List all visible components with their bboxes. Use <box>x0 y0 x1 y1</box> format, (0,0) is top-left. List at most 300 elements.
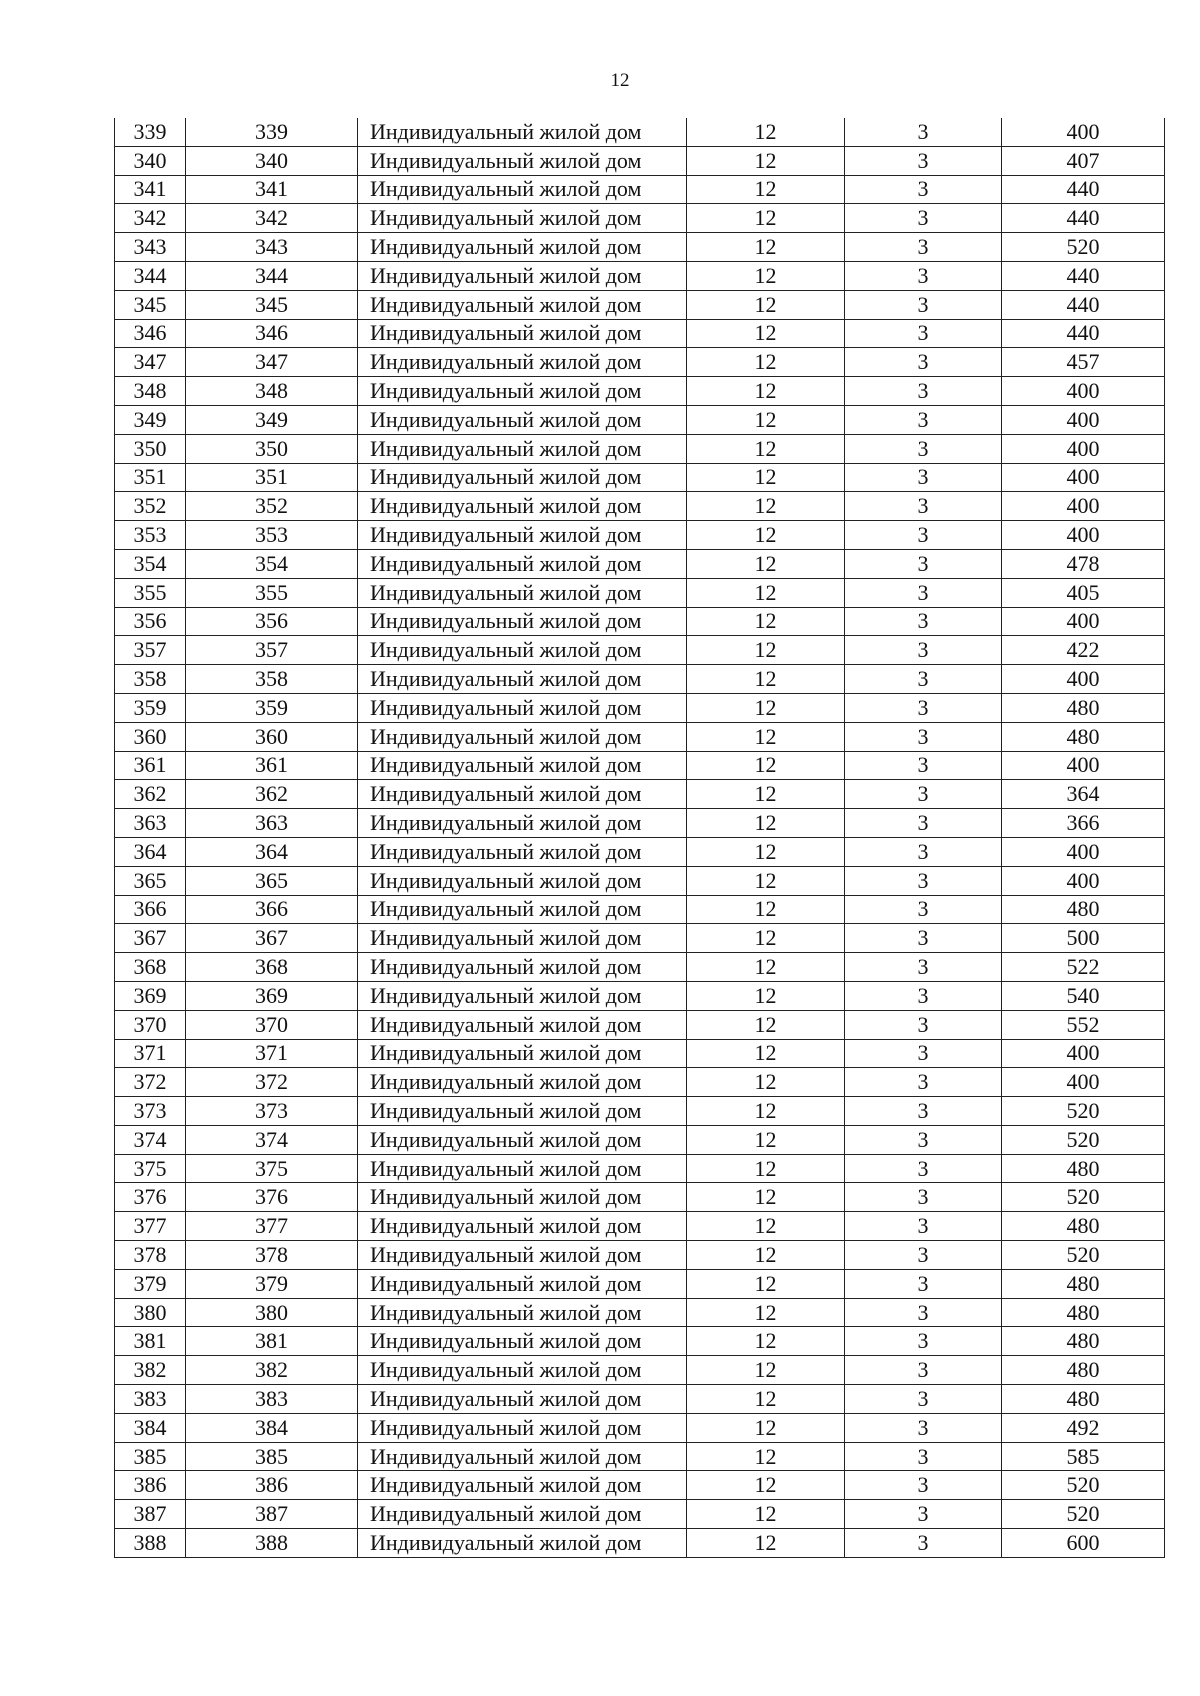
plot-number-cell: 375 <box>186 1154 358 1183</box>
row-number-cell: 349 <box>115 405 186 434</box>
value-b-cell: 3 <box>845 1212 1002 1241</box>
value-a-cell: 12 <box>687 1385 845 1414</box>
plot-number-cell: 359 <box>186 693 358 722</box>
area-cell: 400 <box>1002 463 1165 492</box>
table-row <box>115 1529 1165 1558</box>
row-number-cell: 378 <box>115 1241 186 1270</box>
value-b-cell: 3 <box>845 1125 1002 1154</box>
row-number-cell: 351 <box>115 463 186 492</box>
row-number-cell: 370 <box>115 1010 186 1039</box>
row-number-cell: 367 <box>115 924 186 953</box>
value-b-cell: 3 <box>845 1298 1002 1327</box>
area-cell: 400 <box>1002 377 1165 406</box>
area-cell: 478 <box>1002 549 1165 578</box>
row-number-cell: 359 <box>115 693 186 722</box>
plot-number-cell: 354 <box>186 549 358 578</box>
row-number-cell: 375 <box>115 1154 186 1183</box>
value-a-cell: 12 <box>687 722 845 751</box>
row-number-cell: 360 <box>115 722 186 751</box>
object-name-cell: Индивидуальный жилой дом <box>358 780 687 809</box>
value-b-cell: 3 <box>845 1356 1002 1385</box>
value-a-cell: 12 <box>687 233 845 262</box>
table-row <box>115 895 1165 924</box>
plot-number-cell: 347 <box>186 348 358 377</box>
row-number-cell: 341 <box>115 175 186 204</box>
row-number-cell: 384 <box>115 1413 186 1442</box>
value-a-cell: 12 <box>687 405 845 434</box>
value-a-cell: 12 <box>687 693 845 722</box>
area-cell: 480 <box>1002 693 1165 722</box>
area-cell: 480 <box>1002 895 1165 924</box>
row-number-cell: 344 <box>115 261 186 290</box>
plot-number-cell: 383 <box>186 1385 358 1414</box>
plot-number-cell: 345 <box>186 290 358 319</box>
table-row <box>115 578 1165 607</box>
plot-number-cell: 364 <box>186 837 358 866</box>
area-cell: 457 <box>1002 348 1165 377</box>
plot-number-cell: 348 <box>186 377 358 406</box>
area-cell: 480 <box>1002 722 1165 751</box>
plot-number-cell: 366 <box>186 895 358 924</box>
value-b-cell: 3 <box>845 866 1002 895</box>
value-b-cell: 3 <box>845 953 1002 982</box>
plot-number-cell: 363 <box>186 809 358 838</box>
table-row <box>115 204 1165 233</box>
object-name-cell: Индивидуальный жилой дом <box>358 665 687 694</box>
value-b-cell: 3 <box>845 175 1002 204</box>
plot-number-cell: 385 <box>186 1442 358 1471</box>
area-cell: 400 <box>1002 521 1165 550</box>
value-a-cell: 12 <box>687 434 845 463</box>
table-row <box>115 549 1165 578</box>
object-name-cell: Индивидуальный жилой дом <box>358 837 687 866</box>
value-b-cell: 3 <box>845 722 1002 751</box>
row-number-cell: 388 <box>115 1529 186 1558</box>
area-cell: 400 <box>1002 837 1165 866</box>
row-number-cell: 353 <box>115 521 186 550</box>
table-row <box>115 175 1165 204</box>
object-name-cell: Индивидуальный жилой дом <box>358 1183 687 1212</box>
plot-number-cell: 382 <box>186 1356 358 1385</box>
row-number-cell: 347 <box>115 348 186 377</box>
value-b-cell: 3 <box>845 1241 1002 1270</box>
value-a-cell: 12 <box>687 895 845 924</box>
plot-number-cell: 380 <box>186 1298 358 1327</box>
value-b-cell: 3 <box>845 780 1002 809</box>
object-name-cell: Индивидуальный жилой дом <box>358 1212 687 1241</box>
row-number-cell: 361 <box>115 751 186 780</box>
area-cell: 405 <box>1002 578 1165 607</box>
value-a-cell: 12 <box>687 118 845 146</box>
object-name-cell: Индивидуальный жилой дом <box>358 261 687 290</box>
table-row <box>115 866 1165 895</box>
table-row <box>115 1413 1165 1442</box>
value-a-cell: 12 <box>687 837 845 866</box>
data-table <box>114 118 1165 1558</box>
value-b-cell: 3 <box>845 665 1002 694</box>
table-row <box>115 722 1165 751</box>
plot-number-cell: 371 <box>186 1039 358 1068</box>
value-b-cell: 3 <box>845 118 1002 146</box>
value-a-cell: 12 <box>687 1097 845 1126</box>
object-name-cell: Индивидуальный жилой дом <box>358 1356 687 1385</box>
value-a-cell: 12 <box>687 290 845 319</box>
object-name-cell: Индивидуальный жилой дом <box>358 377 687 406</box>
value-b-cell: 3 <box>845 751 1002 780</box>
row-number-cell: 372 <box>115 1068 186 1097</box>
table-row <box>115 607 1165 636</box>
value-a-cell: 12 <box>687 1298 845 1327</box>
area-cell: 440 <box>1002 175 1165 204</box>
object-name-cell: Индивидуальный жилой дом <box>358 521 687 550</box>
value-b-cell: 3 <box>845 405 1002 434</box>
row-number-cell: 381 <box>115 1327 186 1356</box>
plot-number-cell: 352 <box>186 492 358 521</box>
object-name-cell: Индивидуальный жилой дом <box>358 1039 687 1068</box>
table-row <box>115 1068 1165 1097</box>
plot-number-cell: 377 <box>186 1212 358 1241</box>
value-b-cell: 3 <box>845 261 1002 290</box>
row-number-cell: 348 <box>115 377 186 406</box>
row-number-cell: 386 <box>115 1471 186 1500</box>
value-a-cell: 12 <box>687 175 845 204</box>
value-a-cell: 12 <box>687 953 845 982</box>
area-cell: 480 <box>1002 1154 1165 1183</box>
value-a-cell: 12 <box>687 578 845 607</box>
area-cell: 400 <box>1002 118 1165 146</box>
value-b-cell: 3 <box>845 319 1002 348</box>
plot-number-cell: 388 <box>186 1529 358 1558</box>
area-cell: 520 <box>1002 1241 1165 1270</box>
value-a-cell: 12 <box>687 1039 845 1068</box>
plot-number-cell: 365 <box>186 866 358 895</box>
plot-number-cell: 353 <box>186 521 358 550</box>
object-name-cell: Индивидуальный жилой дом <box>358 924 687 953</box>
page-number: 12 <box>610 70 630 91</box>
row-number-cell: 350 <box>115 434 186 463</box>
value-a-cell: 12 <box>687 1269 845 1298</box>
value-b-cell: 3 <box>845 521 1002 550</box>
object-name-cell: Индивидуальный жилой дом <box>358 204 687 233</box>
value-a-cell: 12 <box>687 607 845 636</box>
table-row <box>115 233 1165 262</box>
row-number-cell: 345 <box>115 290 186 319</box>
plot-number-cell: 367 <box>186 924 358 953</box>
object-name-cell: Индивидуальный жилой дом <box>358 693 687 722</box>
table-row <box>115 290 1165 319</box>
value-a-cell: 12 <box>687 377 845 406</box>
value-a-cell: 12 <box>687 1529 845 1558</box>
area-cell: 400 <box>1002 434 1165 463</box>
value-a-cell: 12 <box>687 1241 845 1270</box>
value-b-cell: 3 <box>845 809 1002 838</box>
value-b-cell: 3 <box>845 1413 1002 1442</box>
value-b-cell: 3 <box>845 146 1002 175</box>
object-name-cell: Индивидуальный жилой дом <box>358 751 687 780</box>
table-row <box>115 751 1165 780</box>
area-cell: 422 <box>1002 636 1165 665</box>
value-b-cell: 3 <box>845 1385 1002 1414</box>
object-name-cell: Индивидуальный жилой дом <box>358 549 687 578</box>
row-number-cell: 379 <box>115 1269 186 1298</box>
value-b-cell: 3 <box>845 1269 1002 1298</box>
area-cell: 500 <box>1002 924 1165 953</box>
object-name-cell: Индивидуальный жилой дом <box>358 1500 687 1529</box>
table-row <box>115 1154 1165 1183</box>
value-a-cell: 12 <box>687 549 845 578</box>
row-number-cell: 362 <box>115 780 186 809</box>
value-a-cell: 12 <box>687 981 845 1010</box>
value-b-cell: 3 <box>845 924 1002 953</box>
area-cell: 400 <box>1002 607 1165 636</box>
area-cell: 400 <box>1002 1039 1165 1068</box>
plot-number-cell: 360 <box>186 722 358 751</box>
area-cell: 480 <box>1002 1327 1165 1356</box>
row-number-cell: 363 <box>115 809 186 838</box>
value-b-cell: 3 <box>845 693 1002 722</box>
row-number-cell: 357 <box>115 636 186 665</box>
value-a-cell: 12 <box>687 1413 845 1442</box>
value-b-cell: 3 <box>845 492 1002 521</box>
area-cell: 400 <box>1002 405 1165 434</box>
plot-number-cell: 376 <box>186 1183 358 1212</box>
plot-number-cell: 369 <box>186 981 358 1010</box>
value-b-cell: 3 <box>845 1471 1002 1500</box>
area-cell: 480 <box>1002 1212 1165 1241</box>
row-number-cell: 356 <box>115 607 186 636</box>
object-name-cell: Индивидуальный жилой дом <box>358 1327 687 1356</box>
row-number-cell: 339 <box>115 118 186 146</box>
value-b-cell: 3 <box>845 895 1002 924</box>
object-name-cell: Индивидуальный жилой дом <box>358 1529 687 1558</box>
area-cell: 520 <box>1002 1097 1165 1126</box>
value-a-cell: 12 <box>687 780 845 809</box>
table-row <box>115 636 1165 665</box>
table-row <box>115 261 1165 290</box>
plot-number-cell: 339 <box>186 118 358 146</box>
object-name-cell: Индивидуальный жилой дом <box>358 319 687 348</box>
object-name-cell: Индивидуальный жилой дом <box>358 434 687 463</box>
table-row <box>115 146 1165 175</box>
row-number-cell: 373 <box>115 1097 186 1126</box>
plot-number-cell: 349 <box>186 405 358 434</box>
plot-number-cell: 384 <box>186 1413 358 1442</box>
object-name-cell: Индивидуальный жилой дом <box>358 1097 687 1126</box>
object-name-cell: Индивидуальный жилой дом <box>358 866 687 895</box>
plot-number-cell: 386 <box>186 1471 358 1500</box>
plot-number-cell: 387 <box>186 1500 358 1529</box>
object-name-cell: Индивидуальный жилой дом <box>358 1298 687 1327</box>
row-number-cell: 371 <box>115 1039 186 1068</box>
row-number-cell: 376 <box>115 1183 186 1212</box>
area-cell: 520 <box>1002 1183 1165 1212</box>
table-row <box>115 118 1165 146</box>
area-cell: 520 <box>1002 1500 1165 1529</box>
plot-number-cell: 373 <box>186 1097 358 1126</box>
object-name-cell: Индивидуальный жилой дом <box>358 1068 687 1097</box>
value-a-cell: 12 <box>687 665 845 694</box>
table-row <box>115 1269 1165 1298</box>
area-cell: 520 <box>1002 1125 1165 1154</box>
plot-number-cell: 381 <box>186 1327 358 1356</box>
row-number-cell: 365 <box>115 866 186 895</box>
table-row <box>115 837 1165 866</box>
value-b-cell: 3 <box>845 377 1002 406</box>
table-row <box>115 1010 1165 1039</box>
table-body <box>115 118 1165 1557</box>
area-cell: 366 <box>1002 809 1165 838</box>
plot-number-cell: 361 <box>186 751 358 780</box>
area-cell: 480 <box>1002 1385 1165 1414</box>
area-cell: 520 <box>1002 1471 1165 1500</box>
value-b-cell: 3 <box>845 1010 1002 1039</box>
area-cell: 400 <box>1002 1068 1165 1097</box>
object-name-cell: Индивидуальный жилой дом <box>358 722 687 751</box>
area-cell: 407 <box>1002 146 1165 175</box>
object-name-cell: Индивидуальный жилой дом <box>358 1385 687 1414</box>
table-row <box>115 348 1165 377</box>
row-number-cell: 385 <box>115 1442 186 1471</box>
value-b-cell: 3 <box>845 981 1002 1010</box>
row-number-cell: 343 <box>115 233 186 262</box>
value-a-cell: 12 <box>687 1183 845 1212</box>
value-a-cell: 12 <box>687 463 845 492</box>
table-row <box>115 1183 1165 1212</box>
value-a-cell: 12 <box>687 866 845 895</box>
row-number-cell: 358 <box>115 665 186 694</box>
table-row <box>115 405 1165 434</box>
table-row <box>115 1097 1165 1126</box>
object-name-cell: Индивидуальный жилой дом <box>358 1241 687 1270</box>
plot-number-cell: 344 <box>186 261 358 290</box>
row-number-cell: 387 <box>115 1500 186 1529</box>
object-name-cell: Индивидуальный жилой дом <box>358 118 687 146</box>
value-a-cell: 12 <box>687 1154 845 1183</box>
object-name-cell: Индивидуальный жилой дом <box>358 953 687 982</box>
area-cell: 585 <box>1002 1442 1165 1471</box>
table-row <box>115 693 1165 722</box>
table-row <box>115 1356 1165 1385</box>
row-number-cell: 374 <box>115 1125 186 1154</box>
object-name-cell: Индивидуальный жилой дом <box>358 895 687 924</box>
plot-number-cell: 340 <box>186 146 358 175</box>
value-b-cell: 3 <box>845 1039 1002 1068</box>
table-row <box>115 953 1165 982</box>
value-a-cell: 12 <box>687 1125 845 1154</box>
row-number-cell: 380 <box>115 1298 186 1327</box>
value-b-cell: 3 <box>845 233 1002 262</box>
area-cell: 440 <box>1002 290 1165 319</box>
row-number-cell: 383 <box>115 1385 186 1414</box>
plot-number-cell: 379 <box>186 1269 358 1298</box>
plot-number-cell: 350 <box>186 434 358 463</box>
table-row <box>115 463 1165 492</box>
table-row <box>115 1327 1165 1356</box>
plot-number-cell: 374 <box>186 1125 358 1154</box>
value-a-cell: 12 <box>687 1068 845 1097</box>
row-number-cell: 342 <box>115 204 186 233</box>
value-b-cell: 3 <box>845 348 1002 377</box>
plot-number-cell: 341 <box>186 175 358 204</box>
object-name-cell: Индивидуальный жилой дом <box>358 492 687 521</box>
plot-number-cell: 378 <box>186 1241 358 1270</box>
value-b-cell: 3 <box>845 1154 1002 1183</box>
object-name-cell: Индивидуальный жилой дом <box>358 290 687 319</box>
value-a-cell: 12 <box>687 636 845 665</box>
value-a-cell: 12 <box>687 146 845 175</box>
row-number-cell: 368 <box>115 953 186 982</box>
value-a-cell: 12 <box>687 924 845 953</box>
value-a-cell: 12 <box>687 1010 845 1039</box>
area-cell: 400 <box>1002 492 1165 521</box>
plot-number-cell: 343 <box>186 233 358 262</box>
area-cell: 600 <box>1002 1529 1165 1558</box>
table-row <box>115 1471 1165 1500</box>
area-cell: 400 <box>1002 751 1165 780</box>
value-b-cell: 3 <box>845 837 1002 866</box>
object-name-cell: Индивидуальный жилой дом <box>358 1471 687 1500</box>
table-row <box>115 1039 1165 1068</box>
plot-number-cell: 357 <box>186 636 358 665</box>
area-cell: 480 <box>1002 1269 1165 1298</box>
row-number-cell: 369 <box>115 981 186 1010</box>
object-name-cell: Индивидуальный жилой дом <box>358 405 687 434</box>
table-row <box>115 1385 1165 1414</box>
object-name-cell: Индивидуальный жилой дом <box>358 1442 687 1471</box>
value-a-cell: 12 <box>687 319 845 348</box>
object-name-cell: Индивидуальный жилой дом <box>358 1154 687 1183</box>
object-name-cell: Индивидуальный жилой дом <box>358 578 687 607</box>
value-a-cell: 12 <box>687 751 845 780</box>
object-name-cell: Индивидуальный жилой дом <box>358 463 687 492</box>
row-number-cell: 382 <box>115 1356 186 1385</box>
object-name-cell: Индивидуальный жилой дом <box>358 981 687 1010</box>
value-b-cell: 3 <box>845 1068 1002 1097</box>
area-cell: 480 <box>1002 1356 1165 1385</box>
area-cell: 552 <box>1002 1010 1165 1039</box>
row-number-cell: 355 <box>115 578 186 607</box>
value-b-cell: 3 <box>845 1327 1002 1356</box>
row-number-cell: 340 <box>115 146 186 175</box>
area-cell: 440 <box>1002 319 1165 348</box>
object-name-cell: Индивидуальный жилой дом <box>358 348 687 377</box>
row-number-cell: 377 <box>115 1212 186 1241</box>
value-a-cell: 12 <box>687 1327 845 1356</box>
value-b-cell: 3 <box>845 290 1002 319</box>
object-name-cell: Индивидуальный жилой дом <box>358 607 687 636</box>
value-b-cell: 3 <box>845 549 1002 578</box>
table-row <box>115 1212 1165 1241</box>
plot-number-cell: 356 <box>186 607 358 636</box>
row-number-cell: 352 <box>115 492 186 521</box>
value-a-cell: 12 <box>687 521 845 550</box>
value-b-cell: 3 <box>845 578 1002 607</box>
object-name-cell: Индивидуальный жилой дом <box>358 1269 687 1298</box>
value-a-cell: 12 <box>687 1356 845 1385</box>
row-number-cell: 346 <box>115 319 186 348</box>
table-row <box>115 780 1165 809</box>
area-cell: 520 <box>1002 233 1165 262</box>
value-b-cell: 3 <box>845 607 1002 636</box>
area-cell: 492 <box>1002 1413 1165 1442</box>
value-b-cell: 3 <box>845 1500 1002 1529</box>
value-a-cell: 12 <box>687 1471 845 1500</box>
area-cell: 522 <box>1002 953 1165 982</box>
value-a-cell: 12 <box>687 261 845 290</box>
value-a-cell: 12 <box>687 809 845 838</box>
value-a-cell: 12 <box>687 1500 845 1529</box>
value-a-cell: 12 <box>687 1212 845 1241</box>
